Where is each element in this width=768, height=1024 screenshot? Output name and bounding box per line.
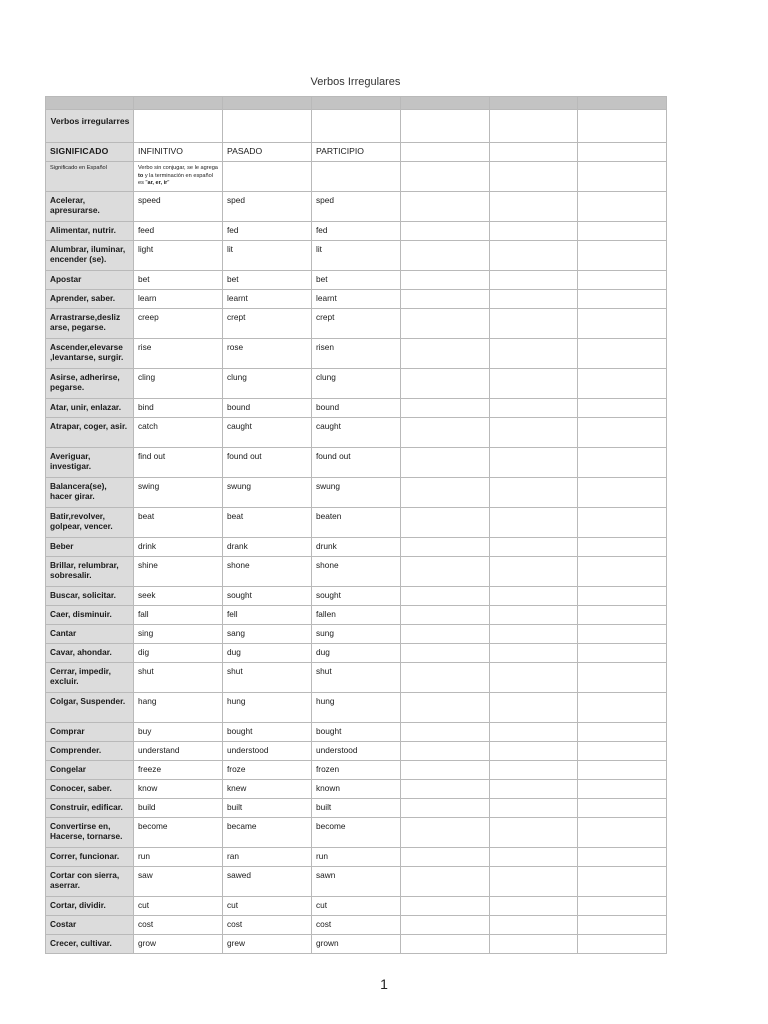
table-row <box>46 192 667 222</box>
table-row <box>46 290 667 309</box>
empty-cell <box>578 399 667 418</box>
empty-cell <box>578 799 667 818</box>
cell-significado: Cortar, dividir. <box>46 897 134 916</box>
cell-participio: built <box>312 799 401 818</box>
table-row <box>46 780 667 799</box>
cell-participio: crept <box>312 309 401 339</box>
empty-cell <box>578 241 667 271</box>
empty-cell <box>578 935 667 954</box>
cell-significado: Brillar, relumbrar, sobresalir. <box>46 557 134 587</box>
cell-pasado: cut <box>223 897 312 916</box>
cell-significado: Construir, edificar. <box>46 799 134 818</box>
table-row <box>46 818 667 848</box>
empty-cell <box>490 192 578 222</box>
cell-pasado: crept <box>223 309 312 339</box>
verbs-table <box>45 96 667 954</box>
cell-pasado: knew <box>223 780 312 799</box>
table-row <box>46 557 667 587</box>
empty-cell <box>401 508 490 538</box>
cell-participio: sawn <box>312 867 401 897</box>
empty-cell <box>490 761 578 780</box>
cell-participio: understood <box>312 742 401 761</box>
empty-cell <box>490 663 578 693</box>
cell-participio: risen <box>312 339 401 369</box>
cell-pasado: hung <box>223 693 312 723</box>
header-infinitivo: INFINITIVO <box>134 143 223 162</box>
table-row <box>46 418 667 448</box>
cell-significado: Cortar con sierra, aserrar. <box>46 867 134 897</box>
cell-infinitivo: rise <box>134 339 223 369</box>
cell-participio: fed <box>312 222 401 241</box>
table-row <box>46 935 667 954</box>
header-participio: PARTICIPIO <box>312 143 401 162</box>
empty-cell <box>578 644 667 663</box>
empty-cell <box>401 587 490 606</box>
table-row <box>46 399 667 418</box>
cell-participio: frozen <box>312 761 401 780</box>
cell-significado: Averiguar, investigar. <box>46 448 134 478</box>
empty-cell <box>490 369 578 399</box>
empty-cell <box>490 241 578 271</box>
table-row <box>46 761 667 780</box>
table-row <box>46 867 667 897</box>
empty-cell <box>401 557 490 587</box>
empty-cell <box>490 399 578 418</box>
table-row <box>46 916 667 935</box>
cell-infinitivo: drink <box>134 538 223 557</box>
cell-pasado: fell <box>223 606 312 625</box>
cell-pasado: clung <box>223 369 312 399</box>
empty-cell <box>401 399 490 418</box>
cell-pasado: beat <box>223 508 312 538</box>
table-row <box>46 339 667 369</box>
cell-significado: Apostar <box>46 271 134 290</box>
empty-cell <box>490 606 578 625</box>
cell-significado: Atar, unir, enlazar. <box>46 399 134 418</box>
cell-significado: Alimentar, nutrir. <box>46 222 134 241</box>
cell-significado: Comprender. <box>46 742 134 761</box>
table-row <box>46 448 667 478</box>
table-row <box>46 271 667 290</box>
empty-cell <box>401 241 490 271</box>
cell-pasado: shut <box>223 663 312 693</box>
table-row <box>46 663 667 693</box>
cell-significado: Atrapar, coger, asir. <box>46 418 134 448</box>
page-title: Verbos Irregulares <box>310 76 401 88</box>
cell-pasado: swung <box>223 478 312 508</box>
cell-infinitivo: shut <box>134 663 223 693</box>
empty-cell <box>490 780 578 799</box>
empty-cell <box>578 625 667 644</box>
column-header-row <box>46 143 667 162</box>
cell-participio: bound <box>312 399 401 418</box>
empty-cell <box>490 742 578 761</box>
cell-infinitivo: understand <box>134 742 223 761</box>
cell-pasado: caught <box>223 418 312 448</box>
empty-cell <box>490 290 578 309</box>
table-row <box>46 241 667 271</box>
cell-infinitivo: build <box>134 799 223 818</box>
cell-infinitivo: speed <box>134 192 223 222</box>
cell-pasado: sang <box>223 625 312 644</box>
cell-infinitivo: buy <box>134 723 223 742</box>
empty-cell <box>578 557 667 587</box>
cell-significado: Colgar, Suspender. <box>46 693 134 723</box>
table-row <box>46 644 667 663</box>
empty-cell <box>578 780 667 799</box>
table-row <box>46 606 667 625</box>
cell-participio: sped <box>312 192 401 222</box>
empty-cell <box>490 418 578 448</box>
table-row <box>46 538 667 557</box>
empty-cell <box>401 339 490 369</box>
cell-participio: learnt <box>312 290 401 309</box>
cell-pasado: shone <box>223 557 312 587</box>
empty-cell <box>578 663 667 693</box>
cell-significado: Beber <box>46 538 134 557</box>
cell-significado: Costar <box>46 916 134 935</box>
empty-cell <box>490 935 578 954</box>
cell-participio: known <box>312 780 401 799</box>
cell-participio: sought <box>312 587 401 606</box>
cell-infinitivo: seek <box>134 587 223 606</box>
empty-cell <box>401 848 490 867</box>
empty-cell <box>490 625 578 644</box>
empty-cell <box>401 897 490 916</box>
cell-pasado: bet <box>223 271 312 290</box>
empty-cell <box>578 339 667 369</box>
empty-cell <box>401 693 490 723</box>
cell-pasado: understood <box>223 742 312 761</box>
cell-pasado: sawed <box>223 867 312 897</box>
table-row <box>46 478 667 508</box>
cell-participio: caught <box>312 418 401 448</box>
empty-cell <box>578 761 667 780</box>
empty-cell <box>490 339 578 369</box>
cell-participio: beaten <box>312 508 401 538</box>
note-significado: Significado en Español <box>46 162 134 192</box>
empty-cell <box>401 478 490 508</box>
table-row <box>46 222 667 241</box>
cell-significado: Correr, funcionar. <box>46 848 134 867</box>
empty-cell <box>578 222 667 241</box>
cell-infinitivo: fall <box>134 606 223 625</box>
table-row <box>46 723 667 742</box>
cell-infinitivo: become <box>134 818 223 848</box>
cell-pasado: bought <box>223 723 312 742</box>
cell-pasado: ran <box>223 848 312 867</box>
cell-infinitivo: bet <box>134 271 223 290</box>
empty-cell <box>578 192 667 222</box>
cell-infinitivo: find out <box>134 448 223 478</box>
cell-participio: cut <box>312 897 401 916</box>
empty-cell <box>490 478 578 508</box>
empty-cell <box>401 935 490 954</box>
cell-infinitivo: light <box>134 241 223 271</box>
empty-cell <box>401 606 490 625</box>
cell-significado: Caer, disminuir. <box>46 606 134 625</box>
empty-cell <box>578 538 667 557</box>
empty-cell <box>401 418 490 448</box>
empty-cell <box>490 818 578 848</box>
empty-cell <box>401 192 490 222</box>
table-row <box>46 369 667 399</box>
cell-significado: Batir,revolver, golpear, vencer. <box>46 508 134 538</box>
cell-significado: Acelerar, apresurarse. <box>46 192 134 222</box>
empty-cell <box>490 271 578 290</box>
cell-participio: shut <box>312 663 401 693</box>
cell-significado: Arrastrarse,desliz arse, pegarse. <box>46 309 134 339</box>
empty-cell <box>578 867 667 897</box>
cell-significado: Asirse, adherirse, pegarse. <box>46 369 134 399</box>
cell-pasado: became <box>223 818 312 848</box>
cell-pasado: lit <box>223 241 312 271</box>
table-row <box>46 508 667 538</box>
cell-infinitivo: swing <box>134 478 223 508</box>
cell-infinitivo: know <box>134 780 223 799</box>
page-number: 1 <box>380 976 388 992</box>
cell-participio: drunk <box>312 538 401 557</box>
empty-cell <box>490 848 578 867</box>
empty-cell <box>578 309 667 339</box>
empty-cell <box>578 848 667 867</box>
cell-infinitivo: feed <box>134 222 223 241</box>
cell-participio: shone <box>312 557 401 587</box>
cell-infinitivo: cost <box>134 916 223 935</box>
cell-significado: Comprar <box>46 723 134 742</box>
cell-pasado: sped <box>223 192 312 222</box>
empty-cell <box>578 606 667 625</box>
cell-participio: bet <box>312 271 401 290</box>
header-pasado: PASADO <box>223 143 312 162</box>
cell-significado: Balancera(se), hacer girar. <box>46 478 134 508</box>
cell-significado: Conocer, saber. <box>46 780 134 799</box>
empty-cell <box>401 663 490 693</box>
cell-infinitivo: freeze <box>134 761 223 780</box>
cell-infinitivo: cling <box>134 369 223 399</box>
cell-participio: grown <box>312 935 401 954</box>
cell-infinitivo: catch <box>134 418 223 448</box>
cell-significado: Cerrar, impedir, excluir. <box>46 663 134 693</box>
cell-infinitivo: sing <box>134 625 223 644</box>
empty-cell <box>401 818 490 848</box>
cell-infinitivo: shine <box>134 557 223 587</box>
cell-pasado: froze <box>223 761 312 780</box>
cell-significado: Cavar, ahondar. <box>46 644 134 663</box>
table-title-cell: Verbos irregularres <box>46 110 134 143</box>
empty-cell <box>490 538 578 557</box>
empty-cell <box>578 742 667 761</box>
empty-cell <box>401 799 490 818</box>
cell-significado: Buscar, solicitar. <box>46 587 134 606</box>
cell-pasado: learnt <box>223 290 312 309</box>
empty-cell <box>401 761 490 780</box>
table-header-band <box>46 97 667 110</box>
empty-cell <box>490 557 578 587</box>
table-row <box>46 309 667 339</box>
cell-significado: Cantar <box>46 625 134 644</box>
empty-cell <box>401 271 490 290</box>
empty-cell <box>578 897 667 916</box>
table-row <box>46 799 667 818</box>
cell-pasado: cost <box>223 916 312 935</box>
empty-cell <box>578 587 667 606</box>
cell-significado: Congelar <box>46 761 134 780</box>
cell-pasado: rose <box>223 339 312 369</box>
empty-cell <box>490 723 578 742</box>
empty-cell <box>490 693 578 723</box>
cell-infinitivo: grow <box>134 935 223 954</box>
empty-cell <box>401 309 490 339</box>
cell-participio: run <box>312 848 401 867</box>
empty-cell <box>401 916 490 935</box>
note-infinitivo: Verbo sin conjugar, se le agrega to y la terminación en español es "ar, er, ir" <box>134 162 223 192</box>
empty-cell <box>490 587 578 606</box>
empty-cell <box>578 916 667 935</box>
cell-infinitivo: dig <box>134 644 223 663</box>
empty-cell <box>490 644 578 663</box>
cell-infinitivo: learn <box>134 290 223 309</box>
cell-pasado: grew <box>223 935 312 954</box>
empty-cell <box>401 369 490 399</box>
cell-pasado: sought <box>223 587 312 606</box>
cell-pasado: drank <box>223 538 312 557</box>
empty-cell <box>401 780 490 799</box>
cell-infinitivo: creep <box>134 309 223 339</box>
note-row <box>46 162 667 192</box>
cell-significado: Ascender,elevarse ,levantarse, surgir. <box>46 339 134 369</box>
table-row <box>46 625 667 644</box>
empty-cell <box>401 644 490 663</box>
empty-cell <box>401 448 490 478</box>
empty-cell <box>578 508 667 538</box>
cell-participio: clung <box>312 369 401 399</box>
cell-participio: sung <box>312 625 401 644</box>
empty-cell <box>490 222 578 241</box>
cell-participio: become <box>312 818 401 848</box>
empty-cell <box>578 818 667 848</box>
cell-pasado: bound <box>223 399 312 418</box>
table-row <box>46 587 667 606</box>
empty-cell <box>490 508 578 538</box>
empty-cell <box>578 418 667 448</box>
empty-cell <box>578 271 667 290</box>
cell-significado: Alumbrar, iluminar, encender (se). <box>46 241 134 271</box>
empty-cell <box>401 742 490 761</box>
empty-cell <box>578 369 667 399</box>
empty-cell <box>490 799 578 818</box>
empty-cell <box>401 625 490 644</box>
empty-cell <box>490 916 578 935</box>
cell-pasado: dug <box>223 644 312 663</box>
empty-cell <box>401 867 490 897</box>
empty-cell <box>578 448 667 478</box>
empty-cell <box>401 222 490 241</box>
table-row <box>46 897 667 916</box>
cell-significado: Convertirse en, Hacerse, tornarse. <box>46 818 134 848</box>
cell-infinitivo: beat <box>134 508 223 538</box>
cell-participio: cost <box>312 916 401 935</box>
table-row <box>46 848 667 867</box>
cell-participio: swung <box>312 478 401 508</box>
cell-pasado: found out <box>223 448 312 478</box>
empty-cell <box>578 478 667 508</box>
table-row <box>46 693 667 723</box>
cell-infinitivo: saw <box>134 867 223 897</box>
title-row <box>46 110 667 143</box>
empty-cell <box>401 290 490 309</box>
empty-cell <box>490 448 578 478</box>
table-row <box>46 742 667 761</box>
cell-participio: hung <box>312 693 401 723</box>
empty-cell <box>401 538 490 557</box>
cell-participio: dug <box>312 644 401 663</box>
empty-cell <box>490 867 578 897</box>
header-significado: SIGNIFICADO <box>46 143 134 162</box>
empty-cell <box>578 290 667 309</box>
cell-participio: bought <box>312 723 401 742</box>
empty-cell <box>490 897 578 916</box>
cell-infinitivo: bind <box>134 399 223 418</box>
empty-cell <box>578 693 667 723</box>
cell-pasado: built <box>223 799 312 818</box>
cell-significado: Aprender, saber. <box>46 290 134 309</box>
cell-participio: fallen <box>312 606 401 625</box>
cell-participio: lit <box>312 241 401 271</box>
cell-pasado: fed <box>223 222 312 241</box>
empty-cell <box>401 723 490 742</box>
cell-participio: found out <box>312 448 401 478</box>
cell-significado: Crecer, cultivar. <box>46 935 134 954</box>
cell-infinitivo: hang <box>134 693 223 723</box>
empty-cell <box>490 309 578 339</box>
cell-infinitivo: cut <box>134 897 223 916</box>
empty-cell <box>578 723 667 742</box>
cell-infinitivo: run <box>134 848 223 867</box>
